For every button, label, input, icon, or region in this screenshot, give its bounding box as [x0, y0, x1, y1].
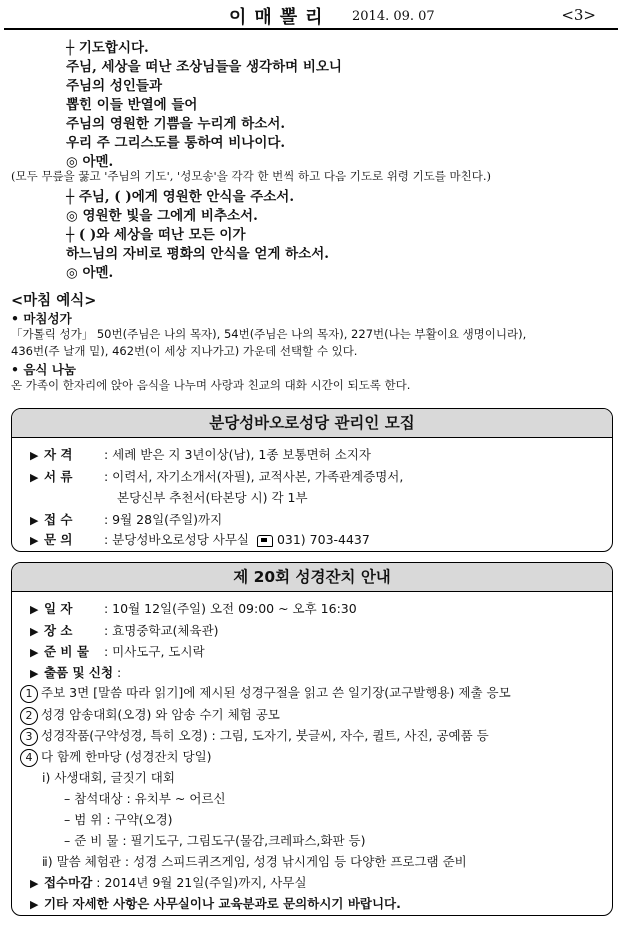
closing-song-title: • 마침성가	[11, 311, 72, 326]
triangle-bullet-icon: ▶	[30, 449, 39, 462]
prayer-line: 주님의 영원한 기쁨을 누리게 하소서.	[66, 116, 286, 132]
bible-sub-heading: ⅰ) 사생대회, 글짓기 대회	[42, 770, 175, 785]
phone-icon	[257, 535, 273, 547]
circled-number: 2	[20, 707, 38, 725]
closing-food-title: • 음식 나눔	[11, 362, 76, 377]
triangle-bullet-icon: ▶	[30, 898, 39, 911]
prayer-line: ┼ ( )와 세상을 떠난 모든 이가	[66, 227, 246, 243]
header-rule	[4, 28, 618, 30]
triangle-bullet-icon: ▶	[30, 667, 39, 680]
bible-deadline: ▶ 접수마감 : 2014년 9월 21일(주일)까지, 사무실	[30, 875, 307, 890]
prayer-line: 뽑힌 이들 반열에 들어	[66, 97, 198, 113]
prayer-line: 주님의 성인들과	[66, 78, 162, 94]
prayer-line: ◎ 아멘.	[66, 265, 114, 281]
bible-footer: ▶ 기타 자세한 사항은 사무실이나 교육분과로 문의하시기 바랍니다.	[30, 896, 401, 911]
closing-song-line: 「가톨릭 성가」 50번(주님은 나의 목자), 54번(주님은 나의 목자), 227번(나는 부활이요 생명이니라),	[11, 327, 527, 341]
triangle-bullet-icon: ▶	[30, 534, 39, 547]
triangle-bullet-icon: ▶	[30, 471, 39, 484]
triangle-bullet-icon: ▶	[30, 877, 39, 890]
circled-number: 4	[20, 749, 38, 767]
circled-number: 3	[20, 728, 38, 746]
triangle-bullet-icon: ▶	[30, 625, 39, 638]
bible-row: ▶ 일 자 : 10월 12일(주일) 오전 09:00 ~ 오후 16:30	[30, 601, 357, 616]
bible-item: 3 성경작품(구약성경, 특히 오경) : 그림, 도자기, 붓글씨, 자수, 퀼트, 사진, 공예품 등	[20, 726, 489, 746]
closing-food-line: 온 가족이 한자리에 앉아 음식을 나누며 사랑과 친교의 대화 시간이 되도록 한다.	[11, 378, 411, 392]
closing-title: <마침 예식>	[11, 293, 97, 309]
circled-number: 1	[20, 685, 38, 703]
recruit-row: 본당신부 추천서(타본당 시) 각 1부	[117, 490, 308, 505]
bible-festival-box	[11, 562, 613, 916]
bible-item: 4 다 함께 한마당 (성경잔치 당일)	[20, 747, 212, 767]
recruit-row: ▶ 문 의 : 분당성바오로성당 사무실 031) 703-4437	[30, 532, 370, 547]
bible-sub-heading: ⅱ) 말씀 체험관 : 성경 스피드퀴즈게임, 성경 낚시게임 등 다양한 프로그램 준비	[42, 854, 467, 869]
prayer-line: 우리 주 그리스도를 통하여 비나이다.	[66, 135, 286, 151]
bible-row: ▶ 장 소 : 효명중학교(체육관)	[30, 623, 219, 638]
bible-sub-item: – 참석대상 : 유치부 ~ 어르신	[64, 791, 226, 806]
prayer-line: ◎ 영원한 빛을 그에게 비추소서.	[66, 208, 258, 224]
prayer-line: 하느님의 자비로 평화의 안식을 얻게 하소서.	[66, 246, 329, 262]
recruit-row: ▶ 접 수 : 9월 28일(주일)까지	[30, 512, 223, 527]
prayer-line: ┼ 기도합시다.	[66, 40, 149, 56]
bible-sub-item: – 준 비 물 : 필기도구, 그림도구(물감,크레파스,화판 등)	[64, 833, 366, 848]
recruit-row: ▶ 자 격 : 세례 받은 지 3년이상(남), 1종 보통면허 소지자	[30, 447, 371, 462]
recruit-box	[11, 408, 613, 552]
closing-song-line: 436번(주 날개 밑), 462번(이 세상 지나가고) 가운데 선택할 수 있다.	[11, 344, 358, 358]
bible-sub-item: – 범 위 : 구약(오경)	[64, 812, 173, 827]
recruit-title: 분당성바오로성당 관리인 모집	[12, 409, 612, 438]
page-header	[4, 3, 618, 27]
page-number: <3>	[561, 6, 596, 24]
bible-festival-title: 제 20회 성경잔치 안내	[12, 563, 612, 592]
prayer-line: ◎ 아멘.	[66, 154, 114, 170]
prayer-line: ┼ 주님, ( )에게 영원한 안식을 주소서.	[66, 189, 295, 205]
recruit-row: ▶ 서 류 : 이력서, 자기소개서(자필), 교적사본, 가족관계증명서,	[30, 469, 404, 484]
triangle-bullet-icon: ▶	[30, 603, 39, 616]
triangle-bullet-icon: ▶	[30, 646, 39, 659]
bible-item: 1 주보 3면 [말씀 따라 읽기]에 제시된 성경구절을 읽고 쓴 일기장(교구발행용) 제출 응모	[20, 683, 511, 703]
recruit-phone: 031) 703-4437	[276, 532, 370, 547]
bible-row: ▶ 준 비 물 : 미사도구, 도시락	[30, 644, 205, 659]
bible-item: 2 성경 암송대회(오경) 와 암송 수기 체험 공모	[20, 705, 280, 725]
prayer-note: (모두 무릎을 꿇고 '주님의 기도', '성모송'을 각각 한 번씩 하고 다음 기도로 위령 기도를 마친다.)	[11, 169, 492, 183]
prayer-line: 주님, 세상을 떠난 조상님들을 생각하며 비오니	[66, 59, 342, 75]
bible-row: ▶ 출품 및 신청 :	[30, 665, 122, 680]
triangle-bullet-icon: ▶	[30, 514, 39, 527]
bulletin-title: 이매뽈리	[229, 7, 331, 28]
bulletin-date: 2014. 09. 07	[352, 9, 435, 24]
